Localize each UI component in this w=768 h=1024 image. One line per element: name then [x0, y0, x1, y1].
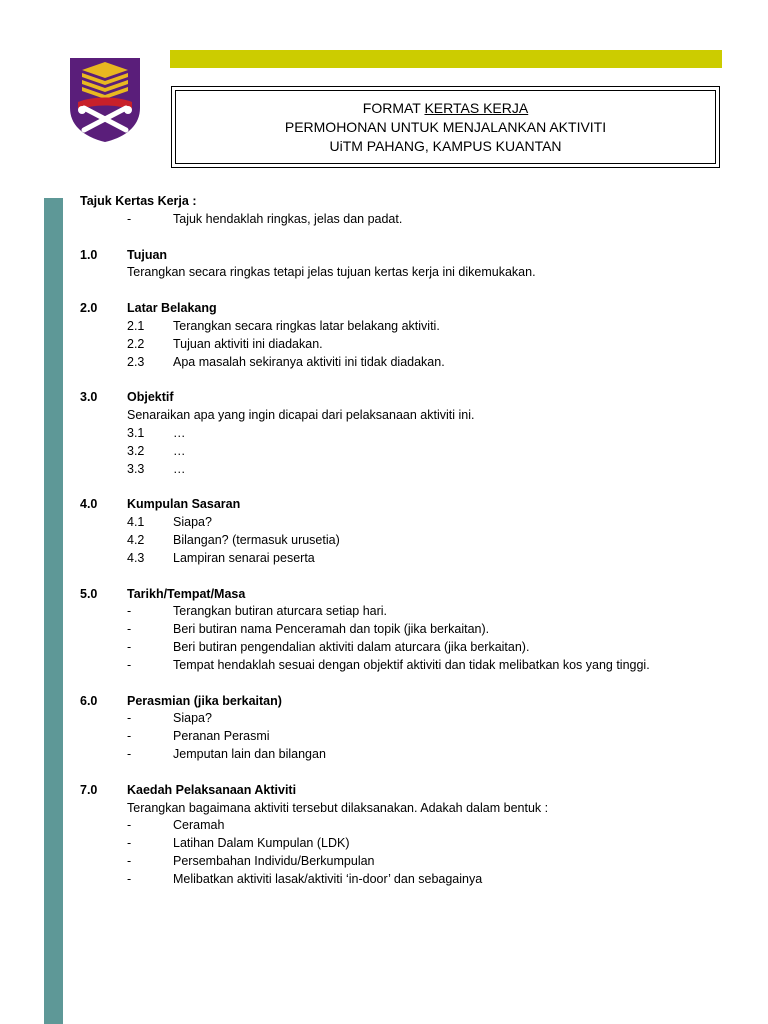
tajuk-label: Tajuk Kertas Kerja :: [80, 194, 197, 208]
section-3: [80, 389, 720, 478]
list-item: [80, 710, 720, 728]
section-heading: Objektif: [127, 390, 174, 405]
list-marker: -: [127, 639, 132, 654]
section-gap: [80, 371, 720, 389]
list-item: [80, 603, 720, 621]
list-marker: -: [127, 853, 132, 868]
title-line-3: UiTM PAHANG, KAMPUS KUANTAN: [329, 137, 562, 154]
section-intro: Terangkan secara ringkas tetapi jelas tujuan kertas kerja ini dikemukakan.: [127, 265, 536, 280]
section-number: 3.0: [80, 390, 98, 405]
list-marker: -: [127, 818, 132, 833]
list-marker: -: [127, 622, 132, 637]
section-5: [80, 586, 720, 675]
section-heading-row: [80, 586, 720, 604]
section-heading-row: [80, 389, 720, 407]
list-item: [80, 621, 720, 639]
list-marker: 4.2: [127, 532, 145, 547]
list-item: [80, 728, 720, 746]
list-marker: 4.1: [127, 515, 145, 530]
section-heading: Latar Belakang: [127, 301, 217, 316]
list-text: Melibatkan aktiviti lasak/aktiviti ‘in-door’ dan sebagainya: [173, 871, 483, 886]
list-item: [80, 835, 720, 853]
list-text: Terangkan butiran aturcara setiap hari.: [173, 604, 388, 619]
section-gap: [80, 675, 720, 693]
list-marker: -: [127, 871, 132, 886]
list-item: [80, 318, 720, 336]
list-item: [80, 336, 720, 354]
list-marker: -: [127, 657, 132, 672]
list-item: [80, 550, 720, 568]
document-body: [80, 193, 720, 889]
uitm-logo: [68, 56, 142, 142]
list-marker: 4.3: [127, 550, 145, 565]
list-text: Lampiran senarai peserta: [173, 550, 315, 565]
section-2: [80, 300, 720, 371]
list-text: Beri butiran nama Penceramah dan topik (jika berkaitan).: [173, 622, 490, 637]
list-text: …: [173, 425, 186, 440]
list-item: [80, 639, 720, 657]
title-inner-frame: [175, 90, 716, 164]
list-marker: 3.3: [127, 461, 145, 476]
list-item: [80, 354, 720, 372]
title-line-1: FORMAT KERTAS KERJA: [362, 99, 529, 116]
list-text: Tujuan aktiviti ini diadakan.: [173, 336, 323, 351]
list-marker: -: [127, 711, 132, 726]
section-gap: [80, 229, 720, 247]
list-item: [80, 211, 720, 229]
section-number: 7.0: [80, 782, 98, 797]
list-marker: -: [127, 746, 132, 761]
list-marker: 2.3: [127, 354, 145, 369]
side-accent-bar: [44, 198, 63, 1024]
list-marker: -: [127, 211, 132, 226]
section-gap: [80, 764, 720, 782]
section-heading: Tarikh/Tempat/Masa: [127, 586, 246, 601]
list-text: …: [173, 443, 186, 458]
list-marker: 3.2: [127, 443, 145, 458]
section-number: 2.0: [80, 301, 98, 316]
section-heading: Tujuan: [127, 247, 168, 262]
list-text: …: [173, 461, 186, 476]
section-number: 1.0: [80, 247, 98, 262]
section-intro: Terangkan bagaimana aktiviti tersebut dilaksanakan. Adakah dalam bentuk :: [127, 800, 549, 815]
section-6: [80, 693, 720, 764]
section-number: 6.0: [80, 693, 98, 708]
section-intro: Senaraikan apa yang ingin dicapai dari pelaksanaan aktiviti ini.: [127, 408, 475, 423]
section-gap: [80, 282, 720, 300]
list-text: Persembahan Individu/Berkumpulan: [173, 853, 375, 868]
list-item: [80, 443, 720, 461]
list-text: Peranan Perasmi: [173, 729, 270, 744]
sections-container: [80, 229, 720, 889]
section-heading-row: [80, 247, 720, 265]
title-box: [171, 86, 720, 168]
section-number: 5.0: [80, 586, 98, 601]
list-marker: 2.2: [127, 336, 145, 351]
list-text: Tempat hendaklah sesuai dengan objektif aktiviti dan tidak melibatkan kos yang tinggi.: [173, 657, 650, 672]
list-text: Tajuk hendaklah ringkas, jelas dan padat.: [173, 211, 403, 226]
section-7: [80, 782, 720, 889]
list-text: Bilangan? (termasuk urusetia): [173, 532, 340, 547]
list-text: Siapa?: [173, 711, 212, 726]
list-text: Terangkan secara ringkas latar belakang aktiviti.: [173, 318, 440, 333]
section-heading: Kumpulan Sasaran: [127, 497, 241, 512]
list-text: Siapa?: [173, 515, 212, 530]
list-text: Beri butiran pengendalian aktiviti dalam aturcara (jika berkaitan).: [173, 639, 530, 654]
section-number: 4.0: [80, 497, 98, 512]
list-item: [80, 425, 720, 443]
list-text: Apa masalah sekiranya aktiviti ini tidak diadakan.: [173, 354, 445, 369]
title-underlined: KERTAS KERJA: [424, 99, 529, 116]
list-item: [80, 817, 720, 835]
section-heading: Perasmian (jika berkaitan): [127, 693, 282, 708]
section-heading-row: [80, 300, 720, 318]
section-heading-row: [80, 496, 720, 514]
list-item: [80, 871, 720, 889]
list-marker: -: [127, 836, 132, 851]
list-item: [80, 514, 720, 532]
section-heading-row: [80, 782, 720, 800]
list-text: Ceramah: [173, 818, 225, 833]
section-gap: [80, 568, 720, 586]
header-accent-bar: [170, 50, 722, 68]
section-4: [80, 496, 720, 567]
section-heading: Kaedah Pelaksanaan Aktiviti: [127, 782, 297, 797]
section-gap: [80, 478, 720, 496]
list-item: [80, 657, 720, 675]
section-heading-row: [80, 693, 720, 711]
list-text: Jemputan lain dan bilangan: [173, 746, 326, 761]
list-marker: 2.1: [127, 318, 145, 333]
list-marker: 3.1: [127, 425, 145, 440]
list-item: [80, 853, 720, 871]
list-marker: -: [127, 604, 132, 619]
list-text: Latihan Dalam Kumpulan (LDK): [173, 836, 350, 851]
title-line-2: PERMOHONAN UNTUK MENJALANKAN AKTIVITI: [284, 118, 607, 135]
list-item: [80, 461, 720, 479]
section-1: [80, 247, 720, 283]
list-item: [80, 532, 720, 550]
list-marker: -: [127, 729, 132, 744]
list-item: [80, 746, 720, 764]
